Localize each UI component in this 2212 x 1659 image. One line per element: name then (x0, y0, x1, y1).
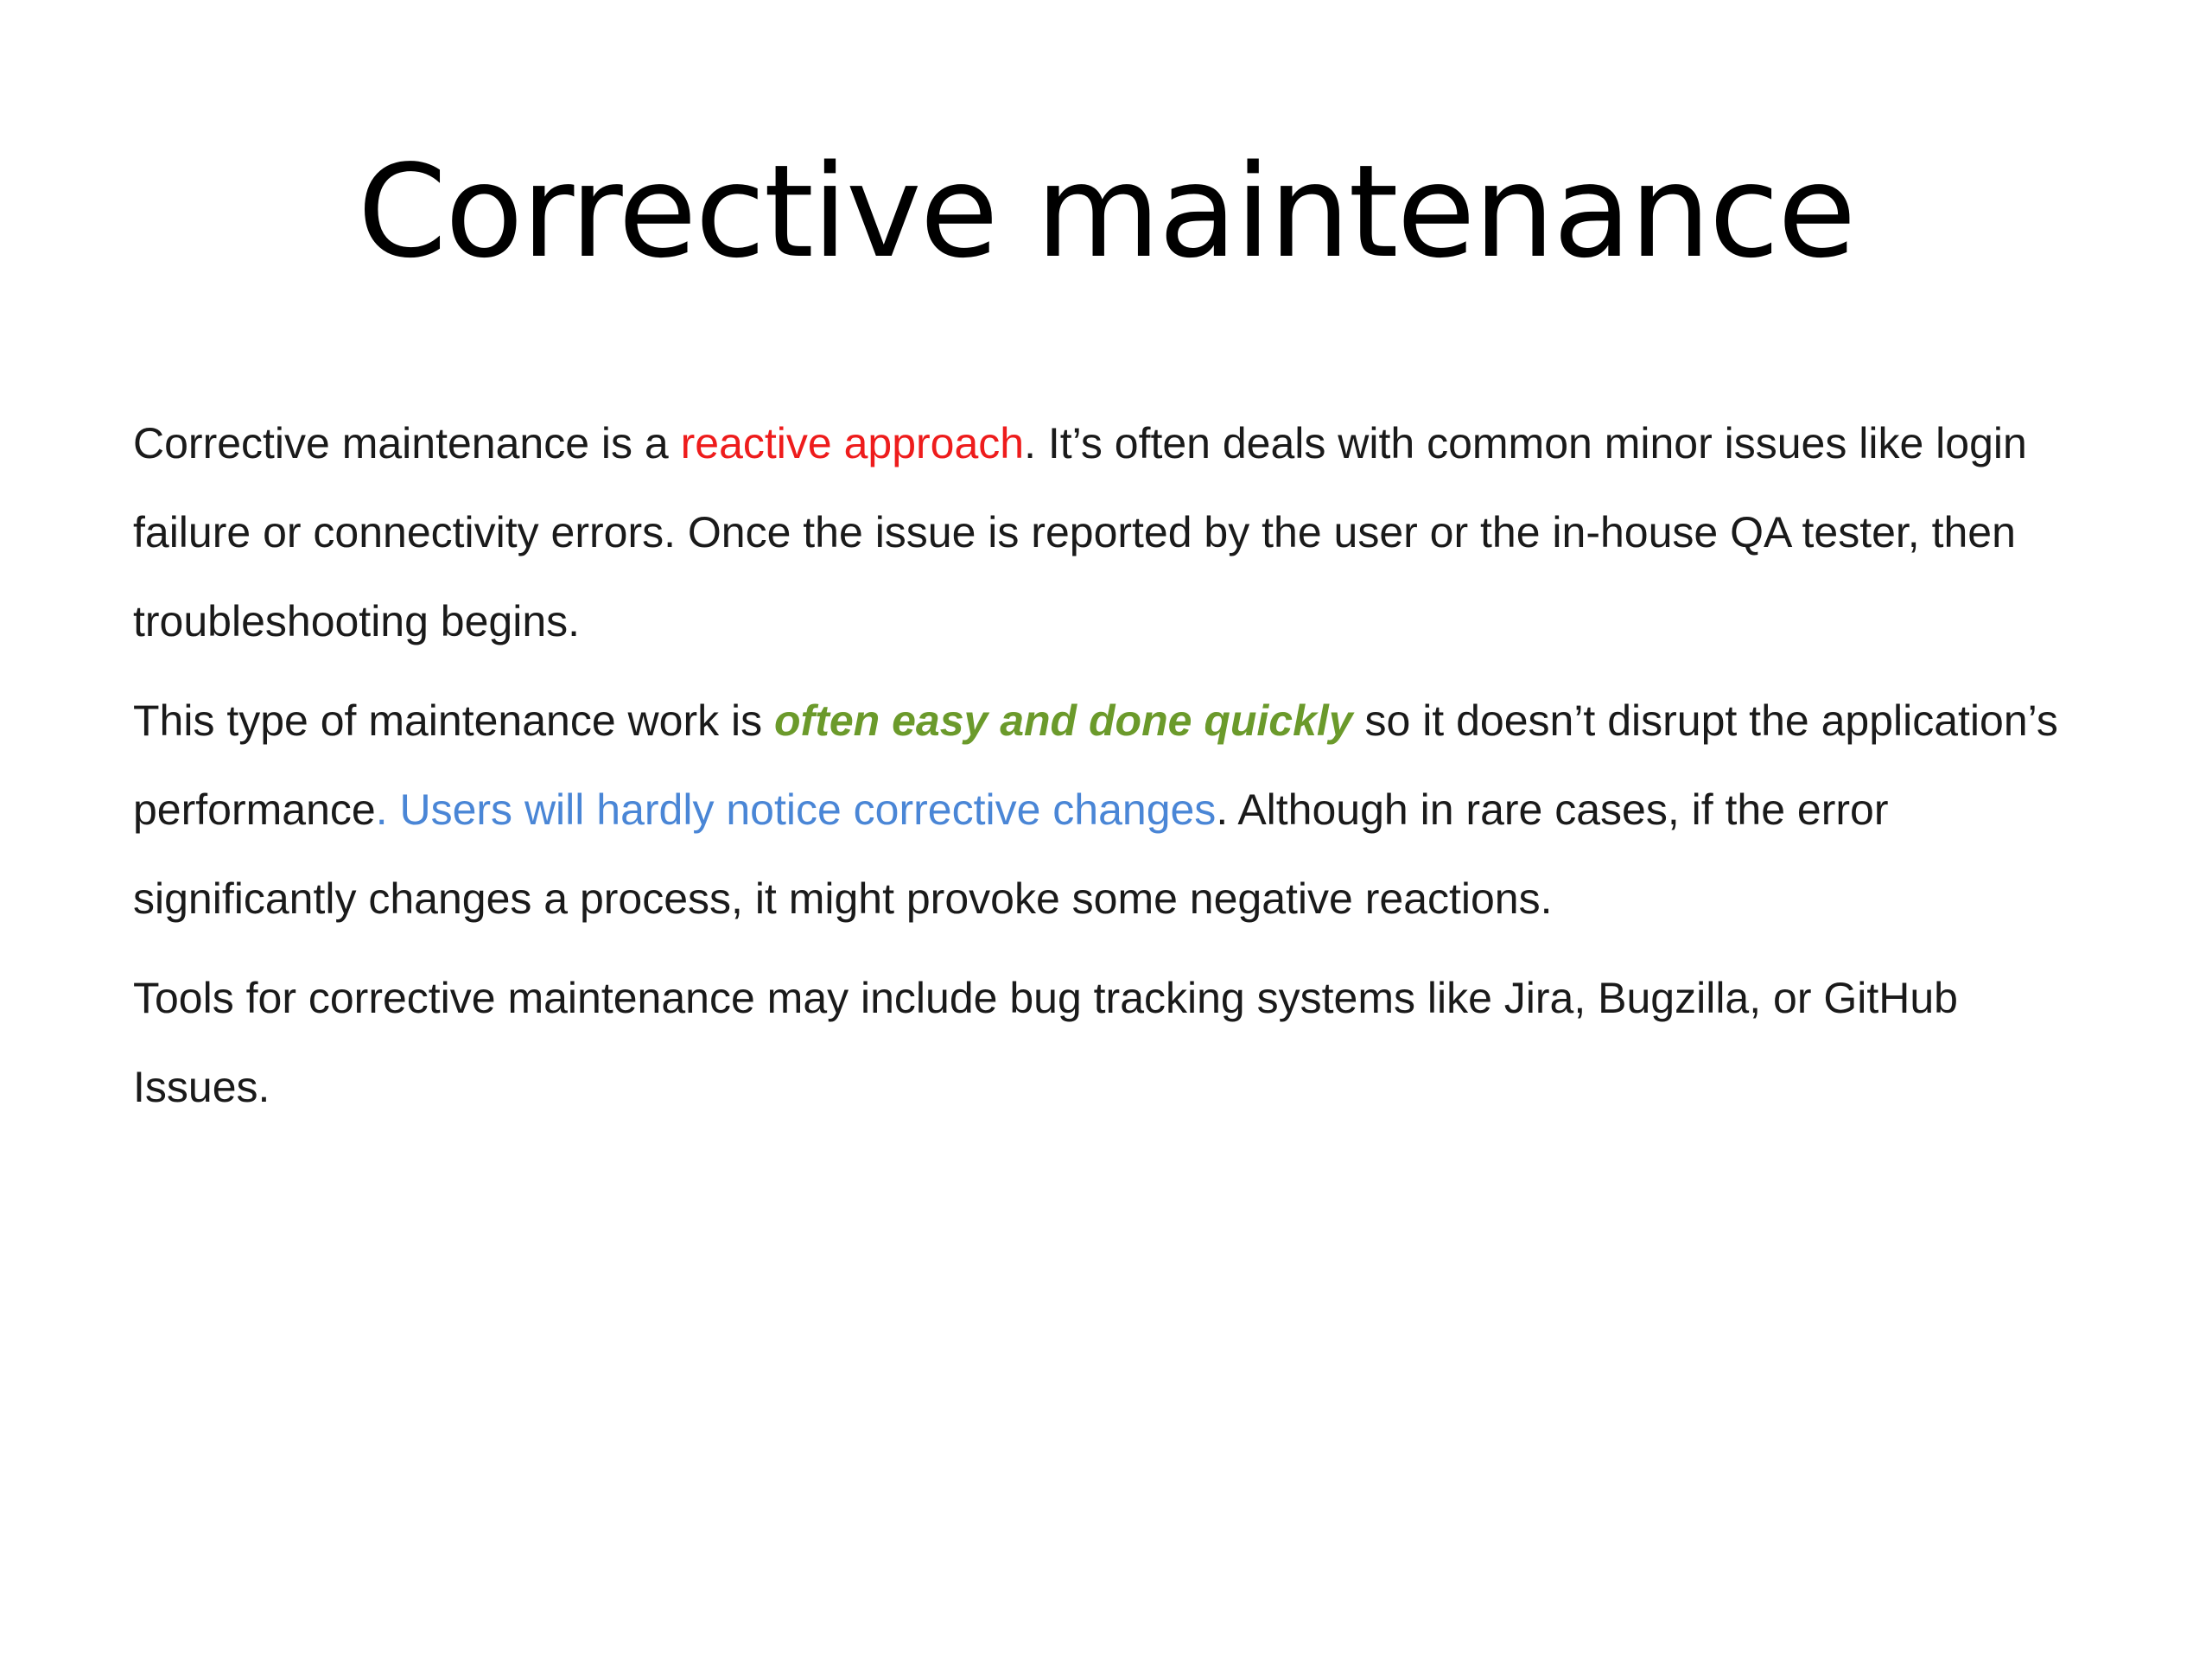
paragraph-text: Tools for corrective maintenance may include bug tracking systems like Jira, Bugzilla, or GitHub Issues. (133, 974, 1958, 1111)
highlight-reactive-approach: reactive approach (680, 419, 1025, 467)
paragraph-reactive-approach (133, 399, 2086, 666)
highlight-easy-quick: often easy and done quickly (774, 696, 1353, 745)
paragraph-text: This type of maintenance work is (133, 696, 774, 745)
paragraph-text: Corrective maintenance is a (133, 419, 681, 467)
paragraph-text: so it doesn’t disrupt the application’s performance (133, 696, 2058, 834)
paragraph-text: . Although in rare cases, if the error significantly changes a process, it might provoke some negative reactions. (133, 785, 1889, 923)
paragraph-tools (133, 954, 2086, 1132)
highlight-users-notice: . Users will hardly notice corrective changes (375, 785, 1217, 834)
slide-title: Corrective maintenance (357, 137, 1855, 286)
paragraph-easy-quick (133, 677, 2086, 944)
slide-body (133, 399, 2086, 1142)
paragraph-text: . It’s often deals with common minor issues like login failure or connectivity errors. Once the issue is reported by the user or the in-house QA tester, then troubleshooting begins. (133, 419, 2027, 645)
